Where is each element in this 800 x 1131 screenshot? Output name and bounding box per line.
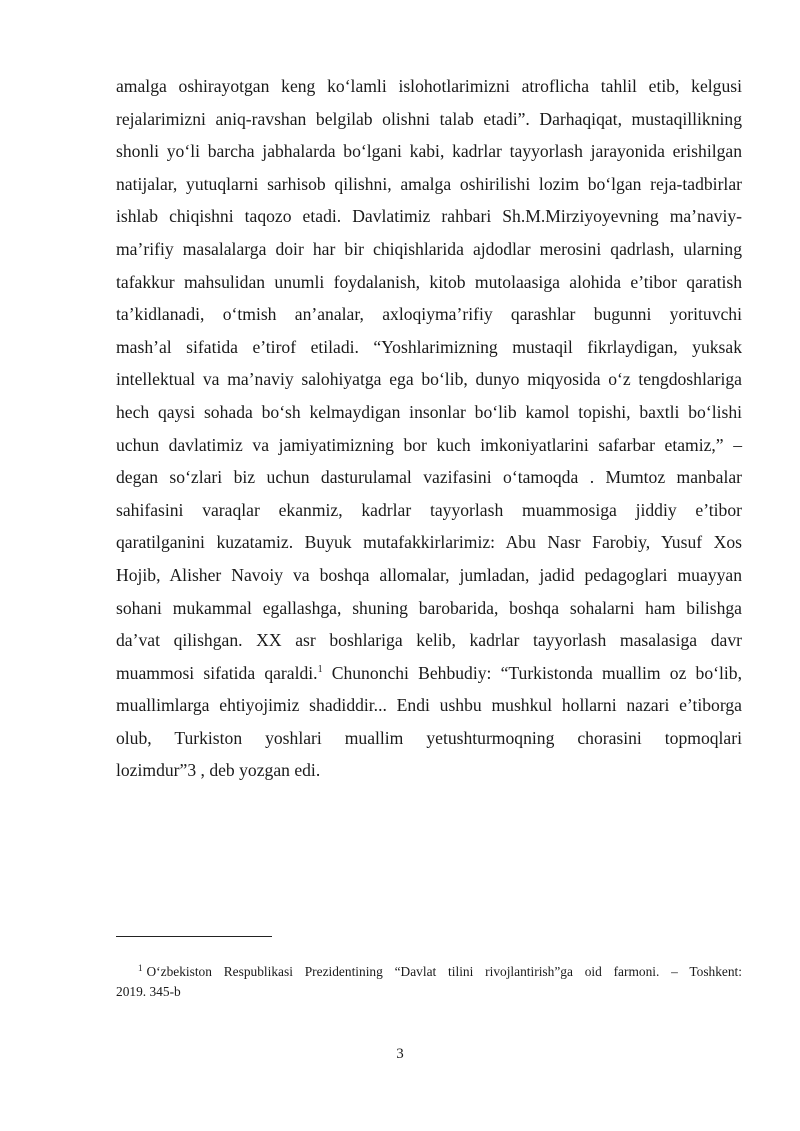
text-line: ta’kidlanadi, o‘tmish an’analar, axloqiyma’rifiy qarashlar bugunni yorituvchi [116, 304, 742, 325]
text-line: muallimlarga ehtiyojimiz shadiddir... Endi ushbu mushkul hollarni nazari e’tiborga [116, 695, 742, 716]
body-paragraph [116, 70, 742, 787]
footnote-text: O‘zbekiston Respublikasi Prezidentining “Davlat tilini rivojlantirish”ga oid farmoni. – Toshkent: [146, 964, 742, 979]
text-line: shonli yo‘li barcha jabhalarda bo‘lgani kabi, kadrlar tayyorlash jarayonida erishilgan [116, 141, 742, 162]
text-line: sohani mukammal egallashga, shuning barobarida, boshqa sohalarni ham bilishga [116, 597, 742, 618]
footnote-line: 2019. 345-b [116, 984, 181, 999]
text-line: tafakkur mahsulidan unumli foydalanish, kitob mutolaasiga alohida e’tibor qaratish [116, 271, 742, 292]
text-line: ma’rifiy masalalarga doir har bir chiqishlarida ajdodlar merosini qadrlash, ularning [116, 238, 742, 259]
text-line: qaratilganini kuzatamiz. Buyuk mutafakkirlarimiz: Abu Nasr Farobiy, Yusuf Xos [116, 532, 742, 553]
text-line: da’vat qilishgan. XX asr boshlariga kelib, kadrlar tayyorlash masalasiga davr [116, 630, 742, 651]
text-line-with-footnote-ref [116, 657, 742, 690]
text-line-last: lozimdur”3 , deb yozgan edi. [116, 760, 321, 781]
text-line: hech qaysi sohada bo‘sh kelmaydigan insonlar bo‘lib kamol topishi, baxtli bo‘lishi [116, 401, 742, 422]
text-line: natijalar, yutuqlarni sarhisob qilishni, amalga oshirilishi lozim bo‘lgan reja-tadbirlar [116, 173, 742, 194]
footnote-marker: 1 [138, 963, 143, 973]
text-line: Hojib, Alisher Navoiy va boshqa allomalar, jumladan, jadid pedagoglari muayyan [116, 564, 742, 585]
text-segment: muammosi sifatida qaraldi. [116, 662, 318, 683]
footnote [116, 956, 742, 1004]
text-line: ishlab chiqishni taqozo etadi. Davlatimiz rahbari Sh.M.Mirziyoyevning ma’naviy- [116, 206, 742, 227]
footnote-separator [116, 936, 272, 937]
text-segment: Chunonchi Behbudiy: “Turkistonda muallim oz bo‘lib, [322, 662, 742, 683]
text-line: sahifasini varaqlar ekanmiz, kadrlar tayyorlash muammosiga jiddiy e’tibor [116, 499, 742, 520]
text-line: amalga oshirayotgan keng ko‘lamli islohotlarimizni atroflicha tahlil etib, kelgusi [116, 76, 742, 96]
footnote-reference[interactable]: 1 [317, 663, 323, 675]
page-number: 3 [396, 1046, 404, 1062]
text-line: degan so‘zlari biz uchun dasturulamal vazifasini o‘tamoqda . Mumtoz manbalar [116, 467, 742, 488]
text-line: rejalarimizni aniq-ravshan belgilab olishni talab etadi”. Darhaqiqat, mustaqillikning [116, 108, 742, 129]
footnote-line [116, 956, 742, 980]
text-line: olub, Turkiston yoshlari muallim yetushturmoqning chorasini topmoqlari [116, 727, 742, 748]
text-line: mash’al sifatida e’tirof etiladi. “Yoshlarimizning mustaqil fikrlaydigan, yuksak [116, 336, 742, 357]
text-line: intellektual va ma’naviy salohiyatga ega bo‘lib, dunyo miqyosida o‘z tengdoshlariga [116, 369, 742, 390]
text-line: uchun davlatimiz va jamiyatimizning bor kuch imkoniyatlarini safarbar etamiz,” – [116, 434, 742, 455]
